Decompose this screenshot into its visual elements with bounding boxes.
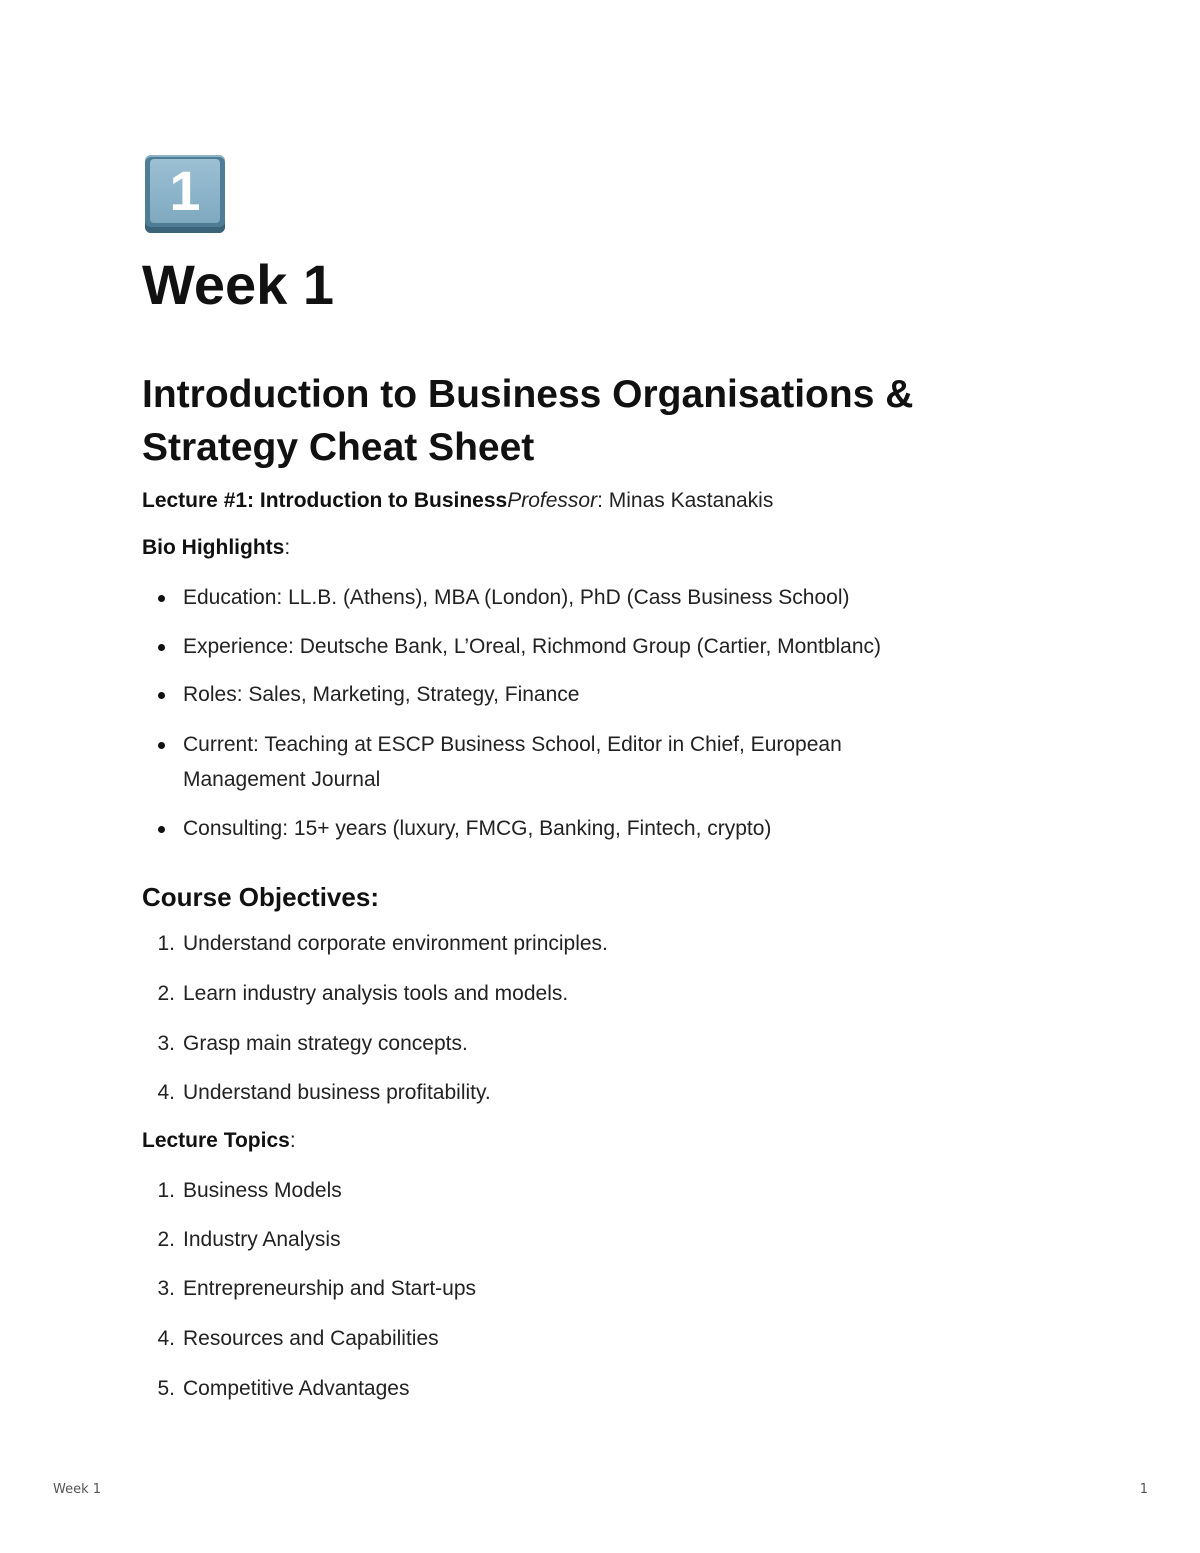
list-text: Industry Analysis [183,1228,341,1251]
keycap-digit: 1 [150,159,220,223]
list-number: 2. [157,982,175,1005]
footer-doc-title: Week 1 [53,1482,102,1497]
list-number: 3. [157,1032,175,1055]
objectives-list [142,926,1042,1110]
list-text: Understand corporate environment principles. [183,932,608,955]
topics-separator: : [289,1129,296,1152]
objective-item [142,1026,1042,1061]
bio-item: Education: LL.B. (Athens), MBA (London), PhD (Cass Business School) [142,580,1042,615]
list-text: Learn industry analysis tools and models. [183,982,569,1005]
professor-separator: : [597,489,609,512]
bio-item: Experience: Deutsche Bank, L’Oreal, Richmond Group (Cartier, Montblanc) [142,629,1042,664]
list-text: Understand business profitability. [183,1081,491,1104]
list-text: Resources and Capabilities [183,1327,439,1350]
list-number: 1. [157,932,175,955]
list-text: Business Models [183,1179,342,1202]
bio-item: Current: Teaching at ESCP Business School, Editor in Chief, European Management Journal [142,727,943,797]
topics-heading-line [142,1127,296,1155]
list-number: 1. [157,1179,175,1202]
bio-label: Bio Highlights [142,536,285,559]
list-text: Entrepreneurship and Start-ups [183,1277,477,1300]
professor-label: Professor [507,489,598,512]
keycap-one-emoji-icon [145,155,225,233]
page-title: Week 1 [142,253,334,316]
bio-heading-line [142,534,290,562]
list-number: 4. [157,1081,175,1104]
topic-item [142,1222,1042,1257]
topics-list [142,1173,1042,1406]
objective-item [142,976,1042,1011]
professor-name: Minas Kastanakis [608,489,774,512]
lecture-label: Lecture #1: Introduction to Business [142,489,508,512]
topic-item [142,1271,1042,1306]
objective-item [142,926,1042,961]
list-text: Grasp main strategy concepts. [183,1032,468,1055]
bio-separator: : [284,536,291,559]
topic-item [142,1371,1042,1406]
topic-item [142,1173,1042,1208]
bio-item: Consulting: 15+ years (luxury, FMCG, Banking, Fintech, crypto) [142,811,1042,846]
footer-page-number: 1 [1139,1482,1148,1497]
lecture-line [142,487,773,515]
topic-item [142,1321,1042,1356]
bio-item: Roles: Sales, Marketing, Strategy, Finance [142,677,1042,712]
list-text: Competitive Advantages [183,1377,410,1400]
main-heading: Introduction to Business Organisations & Strategy Cheat Sheet [142,373,914,469]
list-number: 2. [157,1228,175,1251]
list-number: 5. [157,1377,175,1400]
list-number: 3. [157,1277,175,1300]
topics-label: Lecture Topics [142,1129,290,1152]
objectives-heading: Course Objectives: [142,882,379,912]
objective-item [142,1075,1042,1110]
list-number: 4. [157,1327,175,1350]
bio-list [142,580,1042,846]
